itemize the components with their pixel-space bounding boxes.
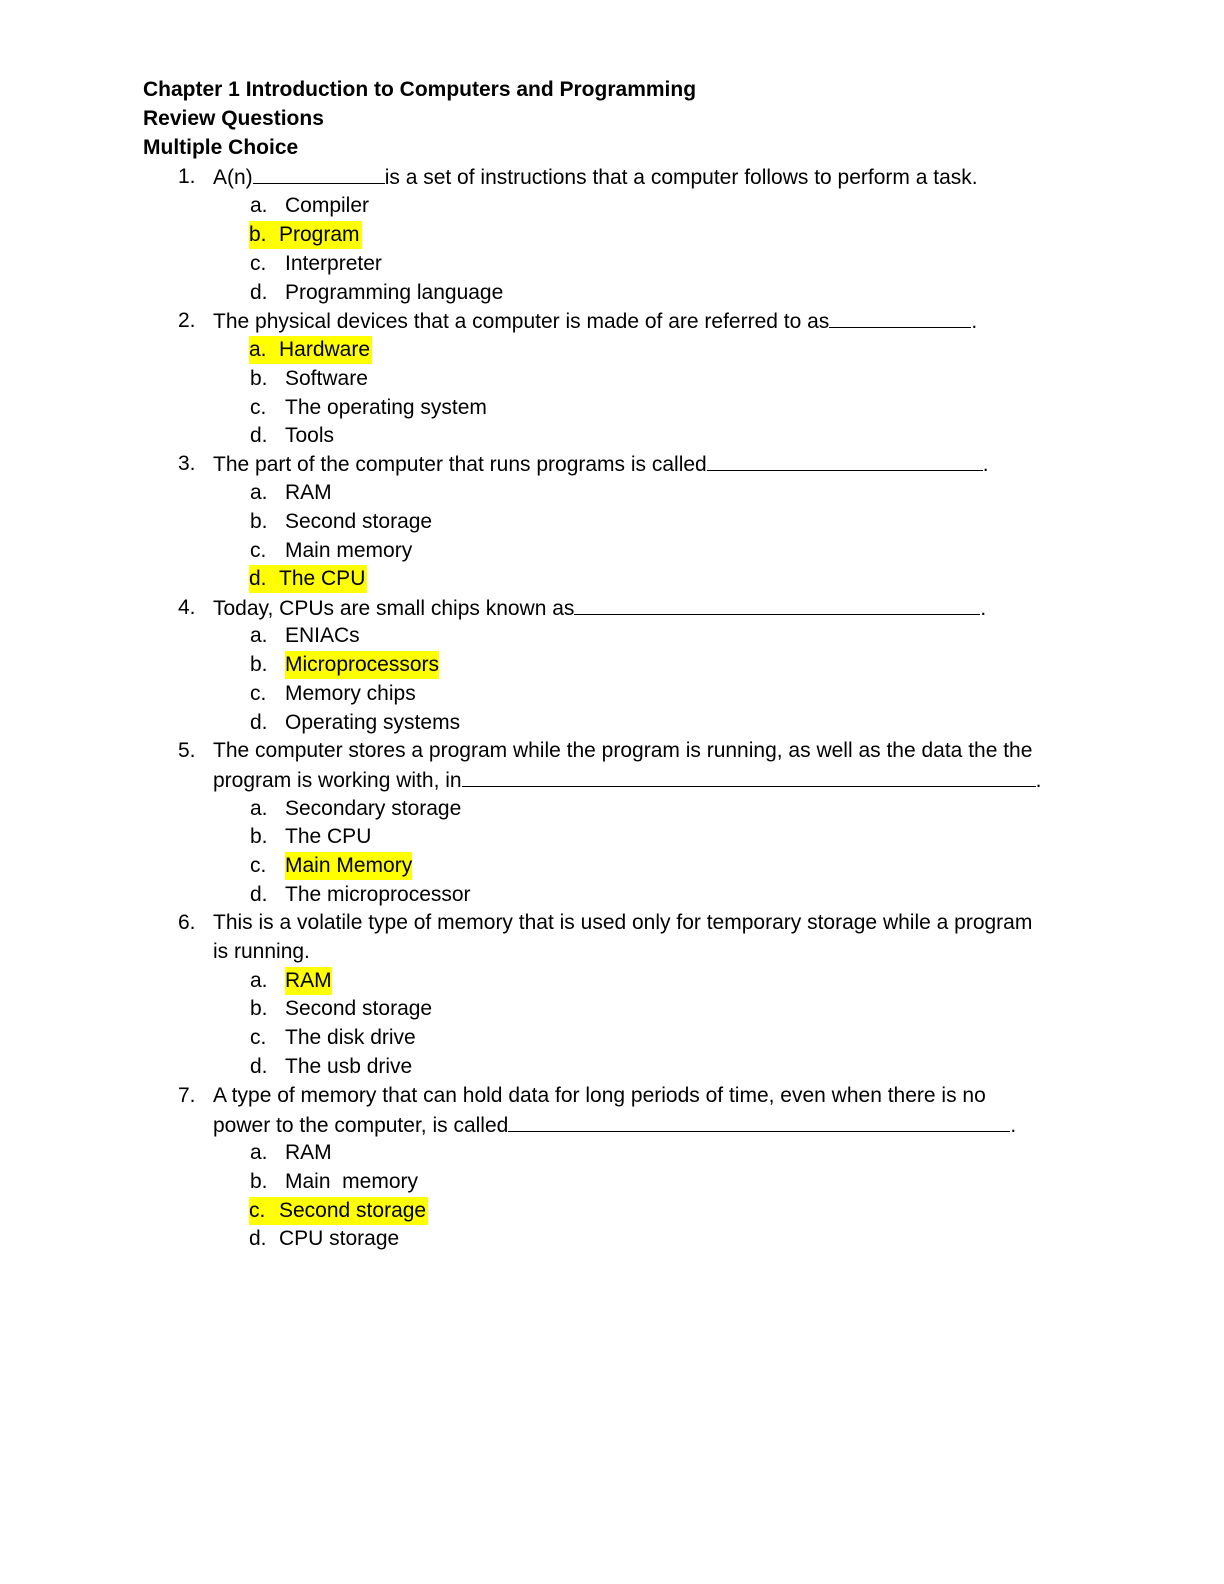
- option-letter: c.: [250, 1026, 267, 1049]
- question-text-after: .: [1010, 1114, 1017, 1137]
- question-text-after: .: [1035, 769, 1042, 792]
- option-letter: b.: [250, 997, 268, 1020]
- answer-blank: [508, 1111, 1010, 1132]
- option-letter: b.: [250, 653, 268, 676]
- question-text: [213, 163, 978, 192]
- option-letter: a.: [249, 338, 267, 361]
- option-letter: c.: [250, 539, 267, 562]
- option-text: Program: [279, 223, 360, 246]
- option-letter: b.: [250, 1170, 268, 1193]
- question-text-after: is a set of instructions that a computer follows to perform a task.: [384, 166, 978, 189]
- question-text-line1: The computer stores a program while the program is running, as well as the data the the: [213, 739, 1033, 762]
- question-text-before: A(n): [213, 166, 253, 189]
- option-text: ENIACs: [285, 624, 360, 647]
- option-highlighted: [249, 221, 362, 249]
- option-text: RAM: [285, 1141, 332, 1164]
- option-text-highlighted: RAM: [285, 967, 332, 995]
- question-text-line1: A type of memory that can hold data for long periods of time, even when there is no: [213, 1084, 986, 1107]
- option-letter: a.: [250, 624, 268, 647]
- option-letter: d.: [250, 281, 268, 304]
- option-text: Memory chips: [285, 682, 416, 705]
- question-number: 3.: [178, 452, 196, 475]
- option-letter: d.: [250, 1055, 268, 1078]
- option-letter: b.: [249, 223, 267, 246]
- answer-blank: [829, 307, 971, 328]
- option-letter: c.: [250, 396, 267, 419]
- option-letter: d.: [250, 883, 268, 906]
- option-text: Main memory: [285, 539, 413, 562]
- question-text-line2: is running.: [213, 940, 310, 963]
- option-text-highlighted: Microprocessors: [285, 651, 439, 679]
- question-text-after: .: [971, 310, 978, 333]
- option-letter: d.: [250, 424, 268, 447]
- question-text: [213, 450, 989, 479]
- option-text: Interpreter: [285, 252, 382, 275]
- question-text-after: .: [982, 453, 989, 476]
- option-letter: d.: [249, 567, 267, 590]
- option-letter: b.: [250, 367, 268, 390]
- option-highlighted: [249, 1197, 428, 1225]
- answer-blank: [462, 766, 1036, 787]
- question-text: [213, 766, 1041, 795]
- option-text: CPU storage: [279, 1227, 400, 1250]
- option-letter: c.: [250, 682, 267, 705]
- answer-blank: [574, 594, 980, 615]
- option-text: The operating system: [285, 396, 487, 419]
- question-text-before: program is working with, in: [213, 769, 462, 792]
- option-text: Compiler: [285, 194, 370, 217]
- option-text: Software: [285, 367, 368, 390]
- option-letter: c.: [250, 854, 267, 877]
- chapter-title: Chapter 1 Introduction to Computers and Programming: [143, 78, 697, 101]
- option-text: Hardware: [279, 338, 371, 361]
- option-text: RAM: [285, 481, 332, 504]
- answer-blank: [253, 163, 385, 184]
- question-number: 7.: [178, 1084, 196, 1107]
- section-title: Review Questions: [143, 107, 324, 130]
- option-highlighted: [249, 336, 372, 364]
- question-number: 1.: [178, 165, 196, 188]
- option-letter: d.: [250, 711, 268, 734]
- question-text-before: power to the computer, is called: [213, 1114, 509, 1137]
- option-text: The CPU: [279, 567, 366, 590]
- option-text: The disk drive: [285, 1026, 416, 1049]
- question-text-after: .: [980, 597, 987, 620]
- option-highlighted: [249, 565, 367, 593]
- option-letter: a.: [250, 194, 268, 217]
- question-number: 6.: [178, 911, 196, 934]
- option-text: Second storage: [285, 510, 433, 533]
- option-text: Main memory: [285, 1170, 419, 1193]
- option-text: The microprocessor: [285, 883, 471, 906]
- question-text-line1: This is a volatile type of memory that is used only for temporary storage while a program: [213, 911, 1033, 934]
- answer-blank: [707, 450, 983, 471]
- option-text: Second storage: [285, 997, 433, 1020]
- option-letter: a.: [250, 797, 268, 820]
- option-letter: b.: [250, 825, 268, 848]
- option-letter: c.: [250, 252, 267, 275]
- option-text: Tools: [285, 424, 335, 447]
- option-letter: a.: [250, 969, 268, 992]
- question-text: [213, 307, 977, 336]
- option-text: Second storage: [279, 1199, 427, 1222]
- question-number: 4.: [178, 596, 196, 619]
- option-letter: c.: [249, 1199, 266, 1222]
- option-text: The usb drive: [285, 1055, 413, 1078]
- option-letter: b.: [250, 510, 268, 533]
- option-letter: a.: [250, 481, 268, 504]
- option-text: Operating systems: [285, 711, 461, 734]
- option-letter: a.: [250, 1141, 268, 1164]
- subsection-title: Multiple Choice: [143, 136, 299, 159]
- option-letter: d.: [249, 1227, 267, 1250]
- question-number: 2.: [178, 309, 196, 332]
- question-text-before: Today, CPUs are small chips known as: [213, 597, 575, 620]
- option-text-highlighted: Main Memory: [285, 852, 412, 880]
- option-text: Secondary storage: [285, 797, 462, 820]
- option: [249, 1225, 399, 1253]
- question-text: [213, 594, 986, 623]
- question-number: 5.: [178, 739, 196, 762]
- question-text-before: The part of the computer that runs programs is called: [213, 453, 707, 476]
- option-text: The CPU: [285, 825, 372, 848]
- question-text-before: The physical devices that a computer is made of are referred to as: [213, 310, 830, 333]
- option-text: Programming language: [285, 281, 504, 304]
- question-text: [213, 1111, 1016, 1140]
